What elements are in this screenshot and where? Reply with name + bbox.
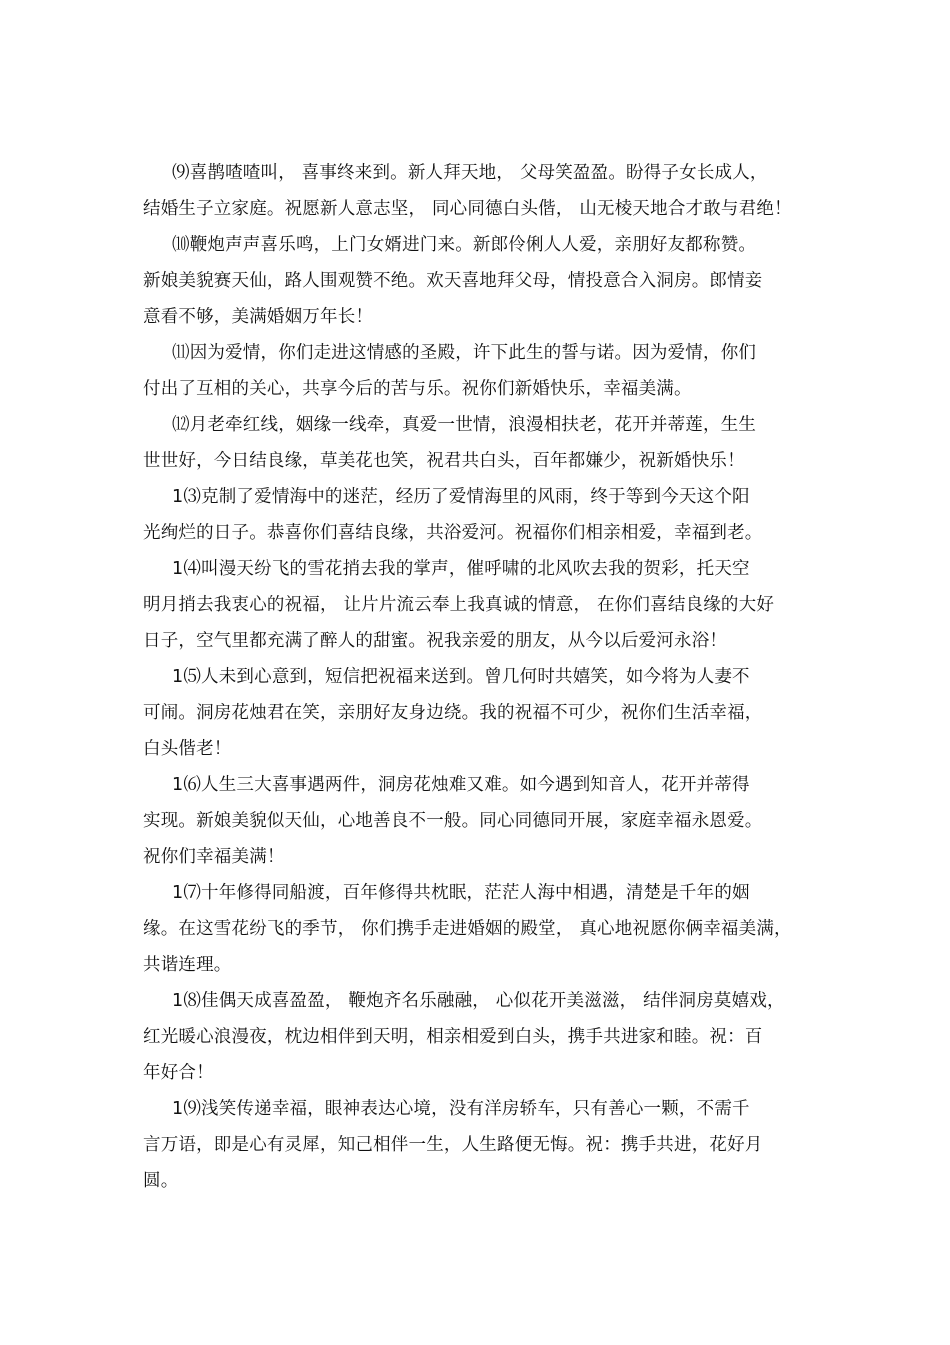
paragraph-line: 缘。在这雪花纷飞的季节， 你们携手走进婚姻的殿堂， 真心地祝愿你俩幸福美满，: [143, 919, 792, 939]
paragraph-line: 结婚生子立家庭。祝愿新人意志坚， 同心同德白头偕， 山无棱天地合才敢与君绝！: [143, 199, 792, 219]
paragraph-line: 言万语，即是心有灵犀，知己相伴一生，人生路便无悔。祝：携手共进，花好月: [143, 1135, 763, 1155]
paragraph-line: 1⑸人未到心意到，短信把祝福来送到。曾几何时共嬉笑，如今将为人妻不: [172, 667, 750, 687]
paragraph-line: 意看不够，美满婚姻万年长！: [143, 307, 374, 327]
paragraph-line: 新娘美貌赛天仙，路人围观赞不绝。欢天喜地拜父母，情投意合入洞房。郎情妾: [143, 271, 763, 291]
paragraph-line: 白头偕老！: [143, 739, 232, 759]
paragraph-line: 1⑼浅笑传递幸福，眼神表达心境，没有洋房轿车，只有善心一颗，不需千: [172, 1099, 750, 1119]
paragraph-line: 可闹。洞房花烛君在笑，亲朋好友身边绕。我的祝福不可少，祝你们生活幸福，: [143, 703, 763, 723]
paragraph-line: 实现。新娘美貌似天仙，心地善良不一般。同心同德同开展，家庭幸福永恩爱。: [143, 811, 763, 831]
paragraph-line: 1⑷叫漫天纷飞的雪花捎去我的掌声，催呼啸的北风吹去我的贺彩，托天空: [172, 559, 750, 579]
paragraph-line: 1⑹人生三大喜事遇两件，洞房花烛难又难。如今遇到知音人，花开并蒂得: [172, 775, 750, 795]
paragraph-line: 付出了互相的关心，共享今后的苦与乐。祝你们新婚快乐，幸福美满。: [143, 379, 692, 399]
paragraph-line: 世世好，今日结良缘，草美花也笑，祝君共白头，百年都嫌少，祝新婚快乐！: [143, 451, 745, 471]
paragraph-line: 圆。: [143, 1171, 179, 1191]
paragraph-line: 1⑺十年修得同船渡，百年修得共枕眠，茫茫人海中相遇，清楚是千年的姻: [172, 883, 750, 903]
paragraph-line: ⑽鞭炮声声喜乐鸣，上门女婿进门来。新郎伶俐人人爱，亲朋好友都称赞。: [172, 235, 757, 255]
paragraph-line: 红光暖心浪漫夜，枕边相伴到天明，相亲相爱到白头，携手共进家和睦。祝：百: [143, 1027, 763, 1047]
paragraph-line: 明月捎去我衷心的祝福， 让片片流云奉上我真诚的情意， 在你们喜结良缘的大好: [143, 595, 775, 615]
paragraph-line: 光绚烂的日子。恭喜你们喜结良缘，共浴爱河。祝福你们相亲相爱，幸福到老。: [143, 523, 763, 543]
paragraph-line: 日子，空气里都充满了醉人的甜蜜。祝我亲爱的朋友，从今以后爱河永浴！: [143, 631, 728, 651]
paragraph-line: 祝你们幸福美满！: [143, 847, 285, 867]
paragraph-line: 共谐连理。: [143, 955, 232, 975]
paragraph-line: ⑼喜鹊喳喳叫， 喜事终来到。新人拜天地， 父母笑盈盈。盼得子女长成人，: [172, 163, 768, 183]
paragraph-line: ⑾因为爱情，你们走进这情感的圣殿，许下此生的誓与诺。因为爱情，你们: [172, 343, 757, 363]
paragraph-line: 1⑻佳偶天成喜盈盈， 鞭炮齐名乐融融， 心似花开美滋滋， 结伴洞房莫嬉戏，: [172, 991, 785, 1011]
paragraph-line: ⑿月老牵红线，姻缘一线牵，真爱一世情，浪漫相扶老，花开并蒂莲，生生: [172, 415, 757, 435]
paragraph-line: 年好合！: [143, 1063, 214, 1083]
paragraph-line: 1⑶克制了爱情海中的迷茫，经历了爱情海里的风雨，终于等到今天这个阳: [172, 487, 750, 507]
